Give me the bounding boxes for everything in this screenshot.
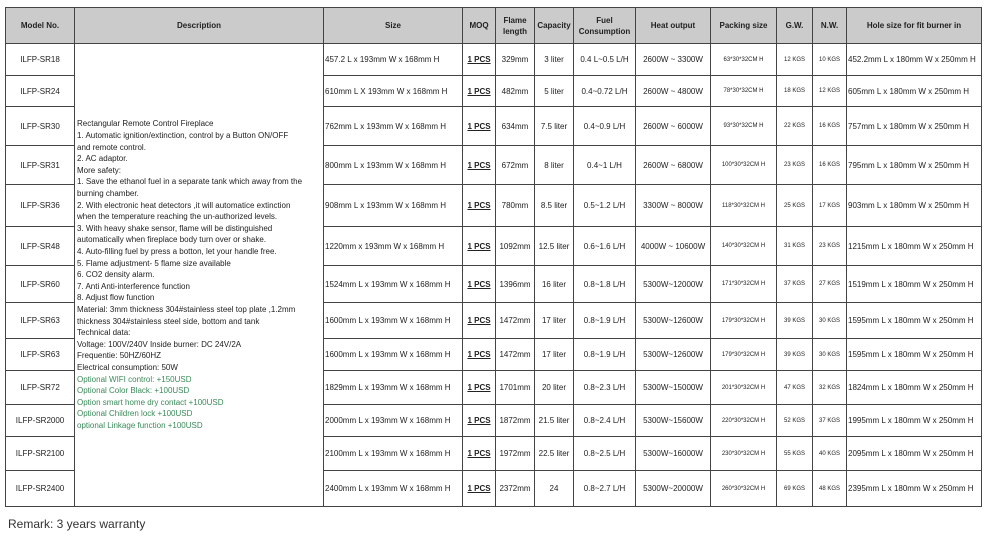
hole-size-cell: 757mm L x 180mm W x 250mm H [847, 107, 982, 146]
moq-cell[interactable]: 1 PCS [463, 405, 496, 437]
moq-cell[interactable]: 1 PCS [463, 146, 496, 185]
description-line: Electrical consumption: 50W [77, 362, 178, 372]
moq-cell[interactable]: 1 PCS [463, 339, 496, 371]
flame-length-cell: 2372mm [496, 471, 535, 507]
gross-weight-cell: 52 KGS [777, 405, 813, 437]
net-weight-cell: 32 KGS [813, 371, 847, 405]
description-line: 4. Auto-filling fuel by press a botton, let your handle free. [77, 247, 277, 257]
fuel-consumption-cell: 0.6~1.6 L/H [574, 227, 636, 266]
hole-size-cell: 2095mm L x 180mm W x 250mm H [847, 437, 982, 471]
header-heat-output: Heat output [636, 8, 711, 44]
size-cell: 1600mm L x 193mm W x 168mm H [324, 303, 463, 339]
spec-table-container [5, 7, 982, 507]
capacity-cell: 17 liter [535, 303, 574, 339]
flame-length-cell: 780mm [496, 185, 535, 227]
header-packing-size: Packing size [711, 8, 777, 44]
fuel-consumption-cell: 0.4~0.9 L/H [574, 107, 636, 146]
gross-weight-cell: 39 KGS [777, 303, 813, 339]
moq-cell[interactable]: 1 PCS [463, 76, 496, 107]
heat-output-cell: 3300W ~ 8000W [636, 185, 711, 227]
model-cell: ILFP-SR48 [6, 227, 75, 266]
capacity-cell: 8.5 liter [535, 185, 574, 227]
net-weight-cell: 16 KGS [813, 107, 847, 146]
gross-weight-cell: 47 KGS [777, 371, 813, 405]
size-cell: 762mm L x 193mm W x 168mm H [324, 107, 463, 146]
gross-weight-cell: 23 KGS [777, 146, 813, 185]
capacity-cell: 21.5 liter [535, 405, 574, 437]
size-cell: 908mm L x 193mm W x 168mm H [324, 185, 463, 227]
description-line: Frequentie: 50HZ/60HZ [77, 351, 162, 361]
net-weight-cell: 16 KGS [813, 146, 847, 185]
heat-output-cell: 5300W~20000W [636, 471, 711, 507]
model-cell: ILFP-SR2400 [6, 471, 75, 507]
heat-output-cell: 5300W~12600W [636, 339, 711, 371]
description-line: 5. Flame adjustment- 5 flame size available [77, 258, 231, 268]
moq-cell[interactable]: 1 PCS [463, 185, 496, 227]
moq-cell[interactable]: 1 PCS [463, 303, 496, 339]
description-line: and remote control. [77, 142, 146, 152]
heat-output-cell: 4000W ~ 10600W [636, 227, 711, 266]
heat-output-cell: 2600W ~ 4800W [636, 76, 711, 107]
net-weight-cell: 30 KGS [813, 339, 847, 371]
packing-size-cell: 179*30*32CM H [711, 339, 777, 371]
gross-weight-cell: 55 KGS [777, 437, 813, 471]
header-moq: MOQ [463, 8, 496, 44]
description-line: Technical data: [77, 328, 131, 338]
packing-size-cell: 260*30*32CM H [711, 471, 777, 507]
capacity-cell: 8 liter [535, 146, 574, 185]
description-line: 6. CO2 density alarm. [77, 270, 155, 280]
packing-size-cell: 93*30*32CM H [711, 107, 777, 146]
heat-output-cell: 5300W~16000W [636, 437, 711, 471]
description-option: optional Linkage function +100USD [77, 420, 203, 430]
net-weight-cell: 37 KGS [813, 405, 847, 437]
flame-length-cell: 482mm [496, 76, 535, 107]
description-line: 8. Adjust flow function [77, 293, 155, 303]
packing-size-cell: 171*30*32CM H [711, 266, 777, 303]
gross-weight-cell: 69 KGS [777, 471, 813, 507]
net-weight-cell: 12 KGS [813, 76, 847, 107]
product-spec-table [5, 7, 982, 507]
header-net-weight: N.W. [813, 8, 847, 44]
moq-cell[interactable]: 1 PCS [463, 44, 496, 76]
size-cell: 1829mm L x 193mm W x 168mm H [324, 371, 463, 405]
description-line: thickness 304#stainless steel side, bottom and tank [77, 316, 260, 326]
hole-size-cell: 795mm L x 180mm W x 250mm H [847, 146, 982, 185]
heat-output-cell: 2600W ~ 6000W [636, 107, 711, 146]
capacity-cell: 5 liter [535, 76, 574, 107]
flame-length-cell: 672mm [496, 146, 535, 185]
header-model: Model No. [6, 8, 75, 44]
flame-length-cell: 1472mm [496, 339, 535, 371]
hole-size-cell: 2395mm L x 180mm W x 250mm H [847, 471, 982, 507]
hole-size-cell: 1595mm L x 180mm W x 250mm H [847, 339, 982, 371]
heat-output-cell: 2600W ~ 3300W [636, 44, 711, 76]
fuel-consumption-cell: 0.8~2.4 L/H [574, 405, 636, 437]
packing-size-cell: 100*30*32CM H [711, 146, 777, 185]
description-cell [75, 44, 324, 507]
description-line: burning chamber. [77, 189, 139, 199]
packing-size-cell: 140*30*32CM H [711, 227, 777, 266]
heat-output-cell: 5300W~15600W [636, 405, 711, 437]
hole-size-cell: 452.2mm L x 180mm W x 250mm H [847, 44, 982, 76]
remark-text: Remark: 3 years warranty [8, 517, 146, 531]
description-line: 1. Automatic ignition/extinction, control by a Button ON/OFF [77, 131, 289, 141]
heat-output-cell: 5300W~12600W [636, 303, 711, 339]
description-option: Optional WIFI control: +150USD [77, 374, 192, 384]
description-line: Voltage: 100V/240V Inside burner: DC 24V/2A [77, 339, 242, 349]
size-cell: 2000mm L x 193mm W x 168mm H [324, 405, 463, 437]
flame-length-cell: 1396mm [496, 266, 535, 303]
hole-size-cell: 1595mm L x 180mm W x 250mm H [847, 303, 982, 339]
flame-length-cell: 634mm [496, 107, 535, 146]
model-cell: ILFP-SR24 [6, 76, 75, 107]
moq-cell[interactable]: 1 PCS [463, 471, 496, 507]
model-cell: ILFP-SR2100 [6, 437, 75, 471]
size-cell: 2100mm L x 193mm W x 168mm H [324, 437, 463, 471]
description-line: More safety: [77, 165, 122, 175]
description-line: 1. Save the ethanol fuel in a separate tank which away from the [77, 177, 303, 187]
capacity-cell: 7.5 liter [535, 107, 574, 146]
model-cell: ILFP-SR60 [6, 266, 75, 303]
fuel-consumption-cell: 0.8~1.8 L/H [574, 266, 636, 303]
fuel-consumption-cell: 0.4 L~0.5 L/H [574, 44, 636, 76]
net-weight-cell: 40 KGS [813, 437, 847, 471]
capacity-cell: 3 liter [535, 44, 574, 76]
header-capacity: Capacity [535, 8, 574, 44]
packing-size-cell: 201*30*32CM H [711, 371, 777, 405]
description-line: Rectangular Remote Control Fireplace [77, 119, 214, 129]
net-weight-cell: 30 KGS [813, 303, 847, 339]
heat-output-cell: 2600W ~ 6800W [636, 146, 711, 185]
gross-weight-cell: 22 KGS [777, 107, 813, 146]
moq-cell[interactable]: 1 PCS [463, 266, 496, 303]
moq-cell[interactable]: 1 PCS [463, 371, 496, 405]
gross-weight-cell: 39 KGS [777, 339, 813, 371]
net-weight-cell: 10 KGS [813, 44, 847, 76]
moq-cell[interactable]: 1 PCS [463, 107, 496, 146]
header-size: Size [324, 8, 463, 44]
fuel-consumption-cell: 0.8~1.9 L/H [574, 303, 636, 339]
size-cell: 2400mm L x 193mm W x 168mm H [324, 471, 463, 507]
description-line: Material: 3mm thickness 304#stainless steel top plate ,1.2mm [77, 304, 296, 314]
heat-output-cell: 5300W~15000W [636, 371, 711, 405]
hole-size-cell: 1519mm L x 180mm W x 250mm H [847, 266, 982, 303]
gross-weight-cell: 25 KGS [777, 185, 813, 227]
capacity-cell: 22.5 liter [535, 437, 574, 471]
net-weight-cell: 23 KGS [813, 227, 847, 266]
gross-weight-cell: 31 KGS [777, 227, 813, 266]
hole-size-cell: 1215mm L x 180mm W x 250mm H [847, 227, 982, 266]
fuel-consumption-cell: 0.8~2.3 L/H [574, 371, 636, 405]
packing-size-cell: 63*30*32CM H [711, 44, 777, 76]
net-weight-cell: 17 KGS [813, 185, 847, 227]
moq-cell[interactable]: 1 PCS [463, 437, 496, 471]
capacity-cell: 16 liter [535, 266, 574, 303]
description-line: automatically when fireplace body turn over or shake. [77, 235, 266, 245]
header-description: Description [75, 8, 324, 44]
header-fuel-consumption: Fuel Consumption [574, 8, 636, 44]
gross-weight-cell: 37 KGS [777, 266, 813, 303]
capacity-cell: 24 [535, 471, 574, 507]
description-line: when the temperature reaching the un-authorized levels. [77, 212, 278, 222]
size-cell: 1220mm x 193mm W x 168mm H [324, 227, 463, 266]
fuel-consumption-cell: 0.8~1.9 L/H [574, 339, 636, 371]
model-cell: ILFP-SR63 [6, 303, 75, 339]
header-hole-size: Hole size for fit burner in [847, 8, 982, 44]
size-cell: 457.2 L x 193mm W x 168mm H [324, 44, 463, 76]
model-cell: ILFP-SR63 [6, 339, 75, 371]
flame-length-cell: 329mm [496, 44, 535, 76]
description-option: Optional Color Black: +100USD [77, 386, 190, 396]
fuel-consumption-cell: 0.4~0.72 L/H [574, 76, 636, 107]
capacity-cell: 17 liter [535, 339, 574, 371]
size-cell: 1524mm L x 193mm W x 168mm H [324, 266, 463, 303]
size-cell: 610mm L X 193mm W x 168mm H [324, 76, 463, 107]
model-cell: ILFP-SR18 [6, 44, 75, 76]
model-cell: ILFP-SR30 [6, 107, 75, 146]
model-cell: ILFP-SR31 [6, 146, 75, 185]
header-flame-length: Flame length [496, 8, 535, 44]
fuel-consumption-cell: 0.5~1.2 L/H [574, 185, 636, 227]
gross-weight-cell: 12 KGS [777, 44, 813, 76]
capacity-cell: 12.5 liter [535, 227, 574, 266]
description-option: Optional Children lock +100USD [77, 409, 193, 419]
model-cell: ILFP-SR36 [6, 185, 75, 227]
hole-size-cell: 1995mm L x 180mm W x 250mm H [847, 405, 982, 437]
fuel-consumption-cell: 0.8~2.7 L/H [574, 471, 636, 507]
size-cell: 800mm L x 193mm W x 168mm H [324, 146, 463, 185]
header-row [6, 8, 982, 44]
table-row [6, 44, 982, 76]
size-cell: 1600mm L x 193mm W x 168mm H [324, 339, 463, 371]
flame-length-cell: 1972mm [496, 437, 535, 471]
gross-weight-cell: 18 KGS [777, 76, 813, 107]
hole-size-cell: 1824mm L x 180mm W x 250mm H [847, 371, 982, 405]
packing-size-cell: 118*30*32CM H [711, 185, 777, 227]
description-line: 2. AC adaptor. [77, 154, 128, 164]
model-cell: ILFP-SR72 [6, 371, 75, 405]
packing-size-cell: 179*30*32CM H [711, 303, 777, 339]
flame-length-cell: 1472mm [496, 303, 535, 339]
flame-length-cell: 1701mm [496, 371, 535, 405]
heat-output-cell: 5300W~12000W [636, 266, 711, 303]
hole-size-cell: 605mm L x 180mm W x 250mm H [847, 76, 982, 107]
header-gross-weight: G.W. [777, 8, 813, 44]
packing-size-cell: 78*30*32CM H [711, 76, 777, 107]
fuel-consumption-cell: 0.8~2.5 L/H [574, 437, 636, 471]
flame-length-cell: 1092mm [496, 227, 535, 266]
net-weight-cell: 27 KGS [813, 266, 847, 303]
packing-size-cell: 230*30*32CM H [711, 437, 777, 471]
packing-size-cell: 220*30*32CM H [711, 405, 777, 437]
net-weight-cell: 48 KGS [813, 471, 847, 507]
fuel-consumption-cell: 0.4~1 L/H [574, 146, 636, 185]
description-option: Option smart home dry contact +100USD [77, 397, 224, 407]
flame-length-cell: 1872mm [496, 405, 535, 437]
hole-size-cell: 903mm L x 180mm W x 250mm H [847, 185, 982, 227]
model-cell: ILFP-SR2000 [6, 405, 75, 437]
description-line: 7. Anti Anti-interference function [77, 281, 190, 291]
moq-cell[interactable]: 1 PCS [463, 227, 496, 266]
description-line: 2. With electronic heat detectors ,it will automatice extinction [77, 200, 291, 210]
capacity-cell: 20 liter [535, 371, 574, 405]
description-line: 3. With heavy shake sensor, flame will be distinguished [77, 223, 273, 233]
